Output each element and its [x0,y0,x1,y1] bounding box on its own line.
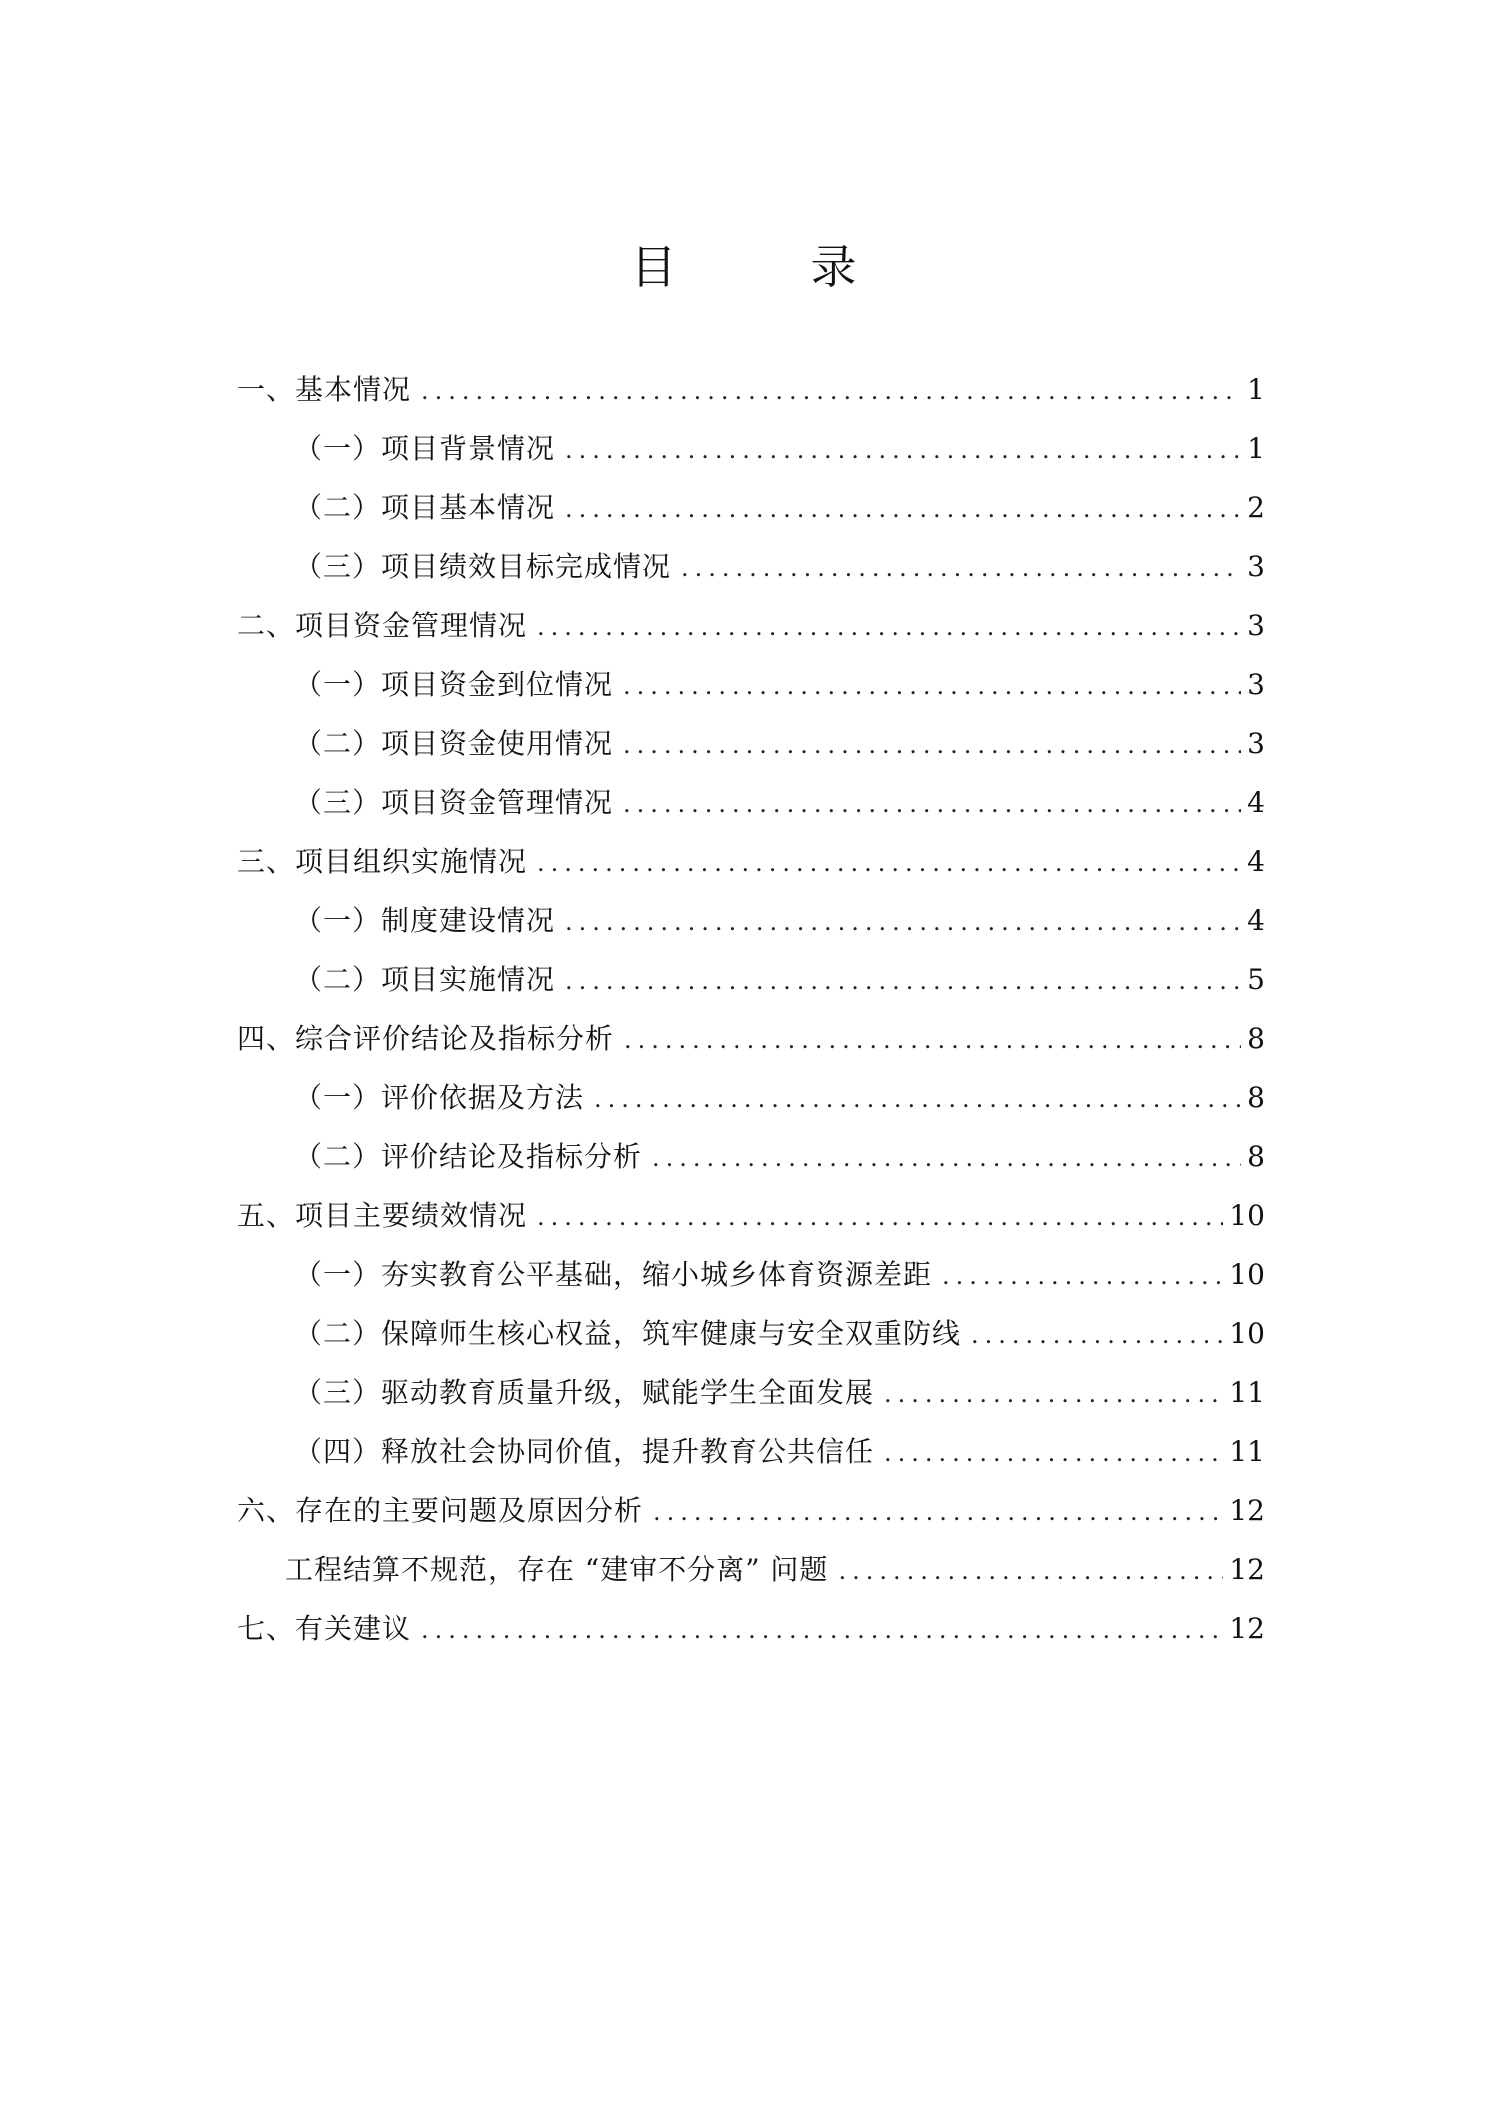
toc-entry-section-5-3[interactable] [294,1371,1265,1415]
toc-dot-leader [623,782,1241,826]
toc-entry-text: （二）保障师生核心权益，筑牢健康与安全双重防线 [294,1317,962,1350]
toc-dot-leader [971,1313,1223,1357]
toc-page-number: 8 [1247,1081,1265,1114]
toc-entry-text: 一、基本情况 [237,373,412,406]
toc-entry-section-1-1[interactable] [294,427,1265,471]
toc-entry-section-2-3[interactable] [294,781,1265,825]
toc-page-number: 12 [1229,1612,1265,1645]
toc-entry-text: （二）项目实施情况 [294,963,556,996]
toc-page-number: 1 [1247,432,1265,465]
toc-page-number: 12 [1229,1494,1265,1527]
toc-entry-text: （三）驱动教育质量升级，赋能学生全面发展 [294,1376,875,1409]
toc-entry-text: 四、综合评价结论及指标分析 [237,1022,615,1055]
toc-entry-text: （一）项目背景情况 [294,432,556,465]
toc-page-number: 4 [1247,845,1265,878]
toc-entry-section-2[interactable] [237,604,1265,648]
toc-entry-text: （一）项目资金到位情况 [294,668,614,701]
toc-dot-leader [594,1077,1241,1121]
toc-page-number: 4 [1247,786,1265,819]
toc-entry-text: （四）释放社会协同价值，提升教育公共信任 [294,1435,875,1468]
toc-page-number: 3 [1247,668,1265,701]
toc-dot-leader [565,428,1241,472]
toc-dot-leader [565,959,1241,1003]
toc-dot-leader [537,841,1241,885]
toc-entry-section-4-2[interactable] [294,1135,1265,1179]
toc-entry-text: （一）评价依据及方法 [294,1081,585,1114]
toc-entry-section-1-2[interactable] [294,486,1265,530]
toc-page-number: 8 [1247,1022,1265,1055]
toc-entry-text: （一）夯实教育公平基础，缩小城乡体育资源差距 [294,1258,933,1291]
toc-dot-leader [537,1195,1223,1239]
toc-page-number: 5 [1247,963,1265,996]
toc-entry-text: （二）项目基本情况 [294,491,556,524]
toc-entry-section-5[interactable] [237,1194,1265,1238]
toc-page-number: 10 [1229,1317,1265,1350]
toc-entry-section-2-2[interactable] [294,722,1265,766]
toc-entry-text: （二）项目资金使用情况 [294,727,614,760]
toc-page-number: 8 [1247,1140,1265,1173]
toc-dot-leader [421,369,1241,413]
toc-entry-text: （二）评价结论及指标分析 [294,1140,643,1173]
toc-entry-section-1[interactable] [237,368,1265,412]
toc-entry-section-6[interactable] [237,1489,1265,1533]
toc-entry-text: 七、有关建议 [237,1612,412,1645]
toc-dot-leader [537,605,1241,649]
toc-dot-leader [623,723,1241,767]
toc-dot-leader [421,1608,1223,1652]
toc-dot-leader [652,1136,1241,1180]
toc-entry-text: （三）项目绩效目标完成情况 [294,550,672,583]
toc-page-number: 1 [1247,373,1265,406]
toc-dot-leader [681,546,1241,590]
page-title: 目 录 [630,240,901,294]
toc-entry-section-3-2[interactable] [294,958,1265,1002]
toc-entry-text: 五、项目主要绩效情况 [237,1199,528,1232]
toc-entry-section-3-1[interactable] [294,899,1265,943]
toc-dot-leader [565,487,1241,531]
toc-dot-leader [884,1372,1223,1416]
toc-page-number: 10 [1229,1258,1265,1291]
toc-page-number: 11 [1229,1435,1265,1468]
toc-entry-text: 三、项目组织实施情况 [237,845,528,878]
toc-entry-section-6-1[interactable] [285,1548,1265,1592]
toc-dot-leader [884,1431,1223,1475]
toc-entry-section-5-4[interactable] [294,1430,1265,1474]
toc-entry-text: 二、项目资金管理情况 [237,609,528,642]
toc-entry-section-4-1[interactable] [294,1076,1265,1120]
toc-entry-text: 工程结算不规范，存在 “建审不分离” 问题 [285,1553,829,1586]
toc-entry-section-3[interactable] [237,840,1265,884]
toc-page-number: 3 [1247,727,1265,760]
toc-entry-section-2-1[interactable] [294,663,1265,707]
toc-dot-leader [565,900,1241,944]
toc-page-number: 4 [1247,904,1265,937]
toc-entry-text: （一）制度建设情况 [294,904,556,937]
toc-entry-text: 六、存在的主要问题及原因分析 [237,1494,644,1527]
toc-entry-section-5-1[interactable] [294,1253,1265,1297]
toc-entry-section-7[interactable] [237,1607,1265,1651]
toc-entry-text: （三）项目资金管理情况 [294,786,614,819]
toc-dot-leader [623,664,1241,708]
toc-page-number: 12 [1229,1553,1265,1586]
toc-page-number: 2 [1247,491,1265,524]
toc-page-number: 11 [1229,1376,1265,1409]
toc-page-number: 10 [1229,1199,1265,1232]
toc-dot-leader [942,1254,1223,1298]
toc-page-number: 3 [1247,609,1265,642]
toc-dot-leader [624,1018,1241,1062]
toc-entry-section-1-3[interactable] [294,545,1265,589]
toc-entry-section-5-2[interactable] [294,1312,1265,1356]
toc-dot-leader [653,1490,1223,1534]
toc-entry-section-4[interactable] [237,1017,1265,1061]
toc-dot-leader [838,1549,1223,1593]
toc-page-number: 3 [1247,550,1265,583]
